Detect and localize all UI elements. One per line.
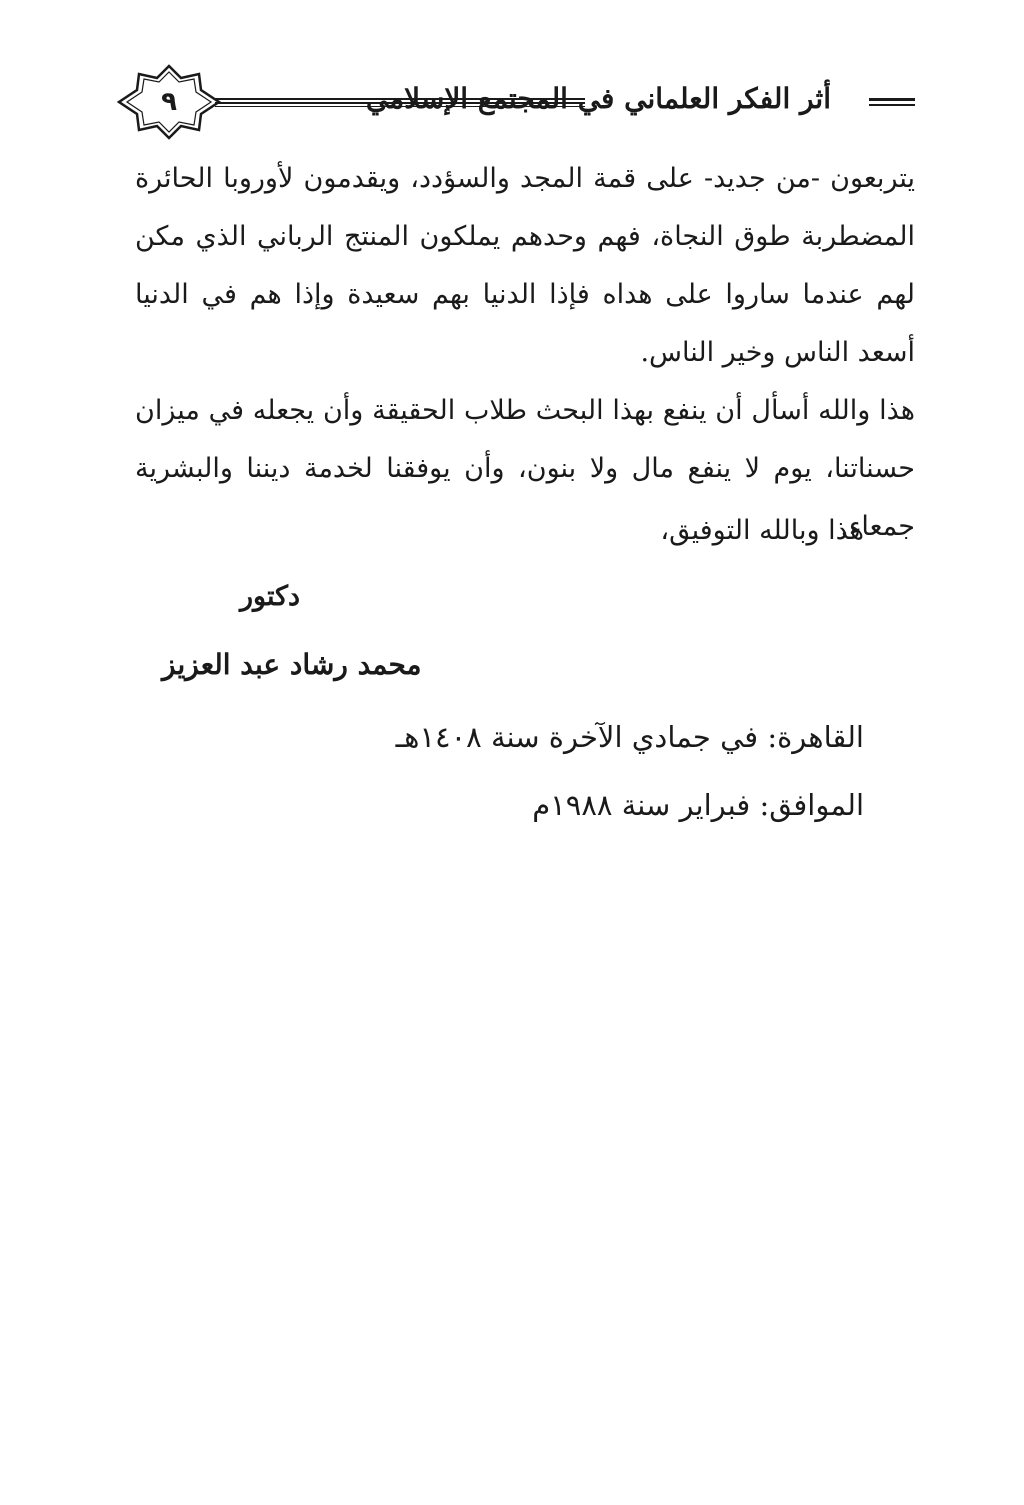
page-header bbox=[115, 64, 915, 144]
signature-name: محمد رشاد عبد العزيز bbox=[162, 648, 422, 681]
closing-line: هذا وبالله التوفيق، bbox=[660, 515, 864, 546]
gregorian-date: الموافق: فبراير سنة ١٩٨٨م bbox=[532, 788, 864, 822]
body-paragraph-2: هذا والله أسأل أن ينفع بهذا البحث طلاب الحقيقة وأن يجعله في ميزان حسناتنا، يوم لا ينفع مال ولا بنون، وأن يوفقنا لخدمة ديننا والبشرية جمعاء. bbox=[135, 395, 915, 542]
page-number-badge bbox=[115, 64, 223, 140]
header-mark bbox=[869, 98, 915, 108]
page-number: ٩ bbox=[161, 87, 177, 117]
hijri-date: القاهرة: في جمادي الآخرة سنة ١٤٠٨هـ bbox=[395, 720, 864, 754]
running-title: أثر الفكر العلماني في المجتمع الإسلامي bbox=[365, 82, 831, 115]
body-paragraph-1: يتربعون -من جديد- على قمة المجد والسؤدد، ويقدمون لأوروبا الحائرة المضطربة طوق النجاة، فهم وحدهم يملكون المنتج الرباني الذي مكن لهم عندما ساروا على هداه فإذا الدنيا بهم سعيدة وإذا هم في الدنيا أسعد الناس وخير الناس. bbox=[135, 163, 915, 368]
signature-title: دكتور bbox=[240, 581, 301, 612]
